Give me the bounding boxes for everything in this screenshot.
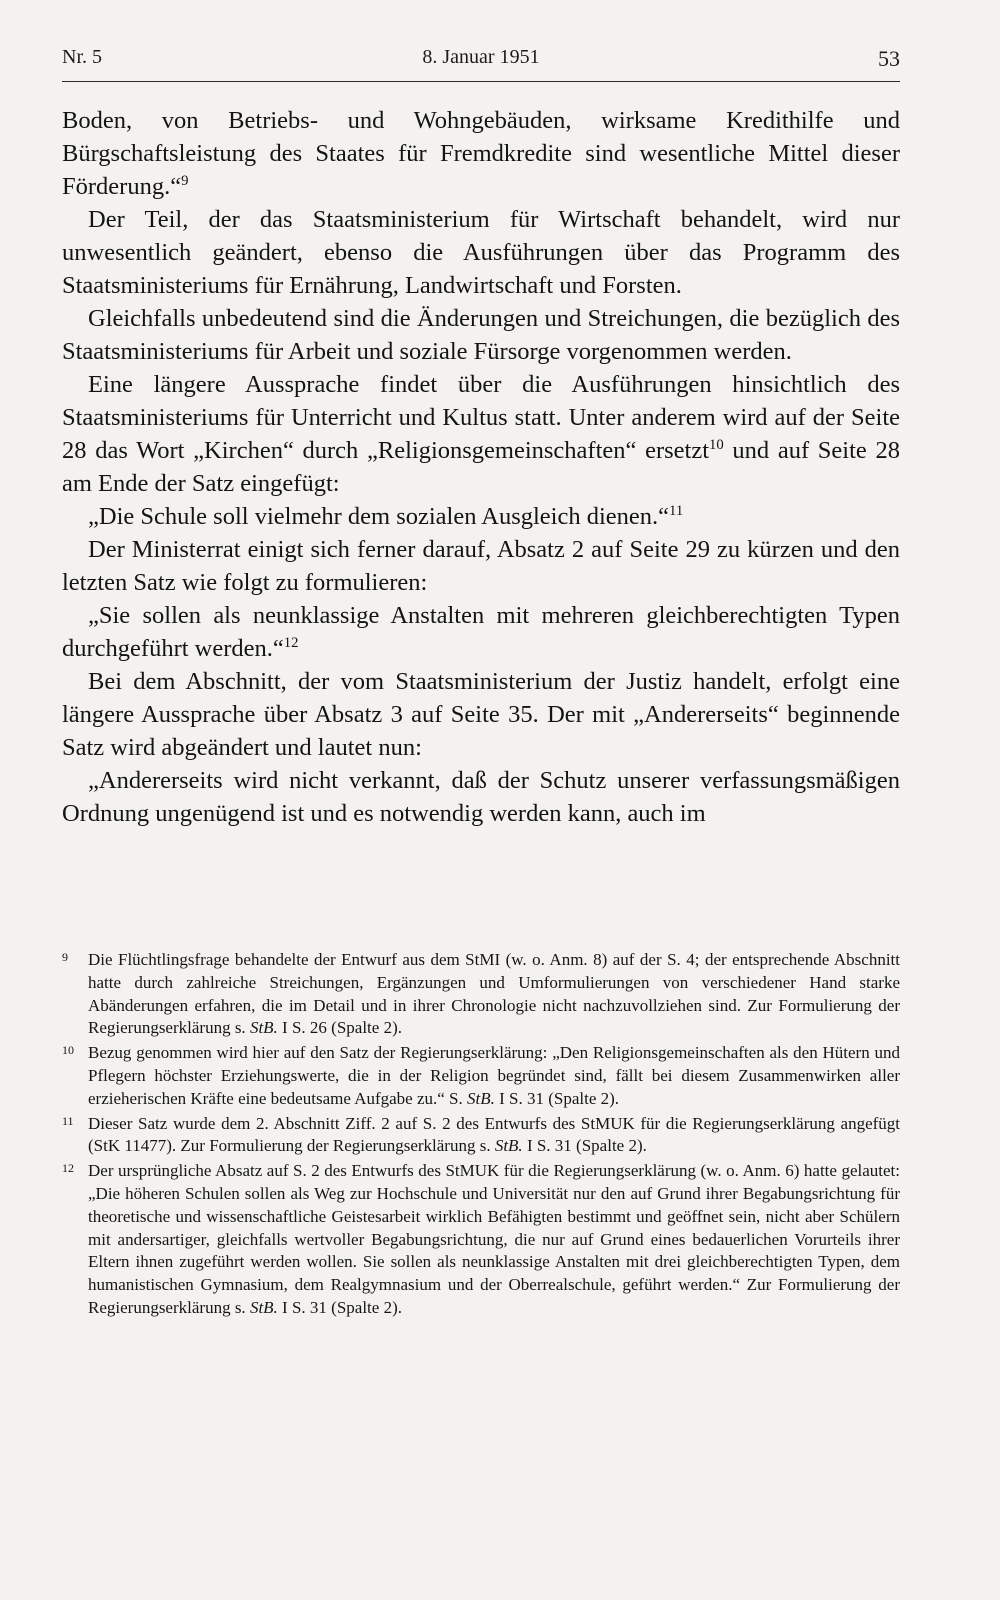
quotation	[62, 599, 900, 665]
paragraph	[62, 104, 900, 203]
footnote-text: Die Flüchtlingsfrage behandelte der Entwurf aus dem StMI (w. o. Anm. 8) auf der S. 4; der entsprechende Abschnitt hatte durch zahlreiche Streichungen, Ergänzungen und Umformulierungen von verschiedener Hand starke Abänderungen erfahren, die im Detail und in ihrer Chronologie nicht nachzuvollziehen sind. Zur Formulierung der Regierungserklärung s.	[88, 950, 900, 1038]
footnote-citation: StB.	[249, 1018, 278, 1038]
paragraph: Gleichfalls unbedeutend sind die Änderungen und Streichungen, die bezüglich des Staatsministeriums für Arbeit und soziale Fürsorge vorgenommen werden.	[62, 305, 900, 365]
page-number: 53	[878, 46, 900, 71]
footnote-ref: 11	[669, 503, 684, 520]
footnotes	[62, 949, 900, 1322]
footnote-text: Bezug genommen wird hier auf den Satz der Regierungserklärung: „Den Religionsgemeinschaften als den Hütern und Pflegern höchster Erziehungswerte, die in der Religion begründet sind, fällt bei diesem Zusammenwirken aller erzieherischen Kräfte eine bedeutsame Aufgabe zu.“ S.	[88, 1043, 900, 1108]
header-rule	[62, 81, 900, 82]
paragraph-text: Eine längere Aussprache findet über die Ausführungen hinsichtlich des Staatsministeriums für Unterricht und Kultus statt. Unter anderem wird auf der Seite 28 das Wort „Kirchen“ durch „Religionsgemeinschaften“ ersetzt	[62, 371, 900, 464]
footnote-text: I S. 31 (Spalte 2).	[522, 1136, 647, 1156]
footnote-text: Dieser Satz wurde dem 2. Abschnitt Ziff. 2 auf S. 2 des Entwurfs des StMUK für die Regierungserklärung angefügt (StK 11477). Zur Formulierung der Regierungserklärung s.	[88, 1113, 900, 1156]
footnote	[62, 1113, 900, 1159]
footnote-text: I S. 26 (Spalte 2).	[277, 1018, 402, 1038]
footnote	[62, 1042, 900, 1110]
paragraph: Der Ministerrat einigt sich ferner darauf, Absatz 2 auf Seite 29 zu kürzen und den letzten Satz wie folgt zu formulieren:	[62, 536, 900, 596]
paragraph	[62, 368, 900, 500]
issue-number: Nr. 5	[62, 46, 102, 68]
footnote-citation: StB.	[249, 1297, 278, 1317]
footnote-number: 10	[62, 1043, 74, 1058]
footnote-text: I S. 31 (Spalte 2).	[494, 1088, 620, 1108]
footnote-citation: StB.	[467, 1088, 495, 1108]
paragraph-text: und auf Seite 28 am Ende der Satz eingefügt:	[62, 437, 900, 497]
footnote-text: Der ursprüngliche Absatz auf S. 2 des Entwurfs des StMUK für die Regierungserklärung (w. o. Anm. 6) hatte gelautet: „Die höheren Schulen sollen als Weg zur Hochschule und Universität nur den auf Grund ihrer Begabungsrichtung für theoretische und wissenschaftliche Geistesarbeit wirklich Befähigten bestimmt und geöffnet sein, nicht aber Schülern mit andersartiger, gleichfalls wertvoller Begabungsrichtung, die nur auf Grund eines bedauerlichen Vorurteils ihrer Eltern ihnen zugeführt werden wollen. Sie sollen als neunklassige Anstalten mit drei gleichberechtigten Typen, dem humanistischen Gymnasium, dem Realgymnasium und der Oberrealschule, geführt werden.“ Zur Formulierung der Regierungserklärung s.	[88, 1161, 900, 1317]
issue-date: 8. Januar 1951	[422, 46, 540, 68]
footnote-ref: 12	[283, 635, 299, 652]
footnote	[62, 1160, 900, 1320]
paragraph: Der Teil, der das Staatsministerium für Wirtschaft behandelt, wird nur unwesentlich geändert, ebenso die Ausführungen über das Programm des Staatsministeriums für Ernährung, Landwirtschaft und Forsten.	[62, 206, 900, 299]
paragraph-text: Boden, von Betriebs- und Wohngebäuden, wirksame Kredithilfe und Bürgschaftsleistung des Staates für Fremdkredite sind wesentliche Mittel dieser Förderung.“	[62, 107, 900, 200]
footnote-number: 9	[62, 950, 68, 964]
running-head	[62, 46, 900, 78]
footnote-number: 11	[62, 1113, 74, 1128]
footnote-ref: 10	[709, 437, 724, 454]
footnote-ref: 9	[181, 173, 189, 190]
footnote	[62, 949, 900, 1040]
footnote-number: 12	[62, 1161, 74, 1176]
paragraph: Bei dem Abschnitt, der vom Staatsministerium der Justiz handelt, erfolgt eine längere Aussprache über Absatz 3 auf Seite 35. Der mit „Andererseits“ beginnende Satz wird abgeändert und lautet nun:	[62, 668, 900, 761]
main-text	[62, 104, 900, 830]
quotation-text: „Die Schule soll vielmehr dem sozialen Ausgleich dienen.“	[88, 503, 670, 530]
quotation-text: „Sie sollen als neunklassige Anstalten mit mehreren gleichberechtigten Typen durchgeführt werden.“	[62, 602, 900, 662]
quotation	[62, 500, 900, 533]
quotation: „Andererseits wird nicht verkannt, daß der Schutz unserer verfassungsmäßigen Ordnung ungenügend ist und es notwendig werden kann, auch im	[62, 767, 900, 827]
footnote-citation: StB.	[494, 1136, 523, 1156]
footnote-text: I S. 31 (Spalte 2).	[277, 1297, 402, 1317]
